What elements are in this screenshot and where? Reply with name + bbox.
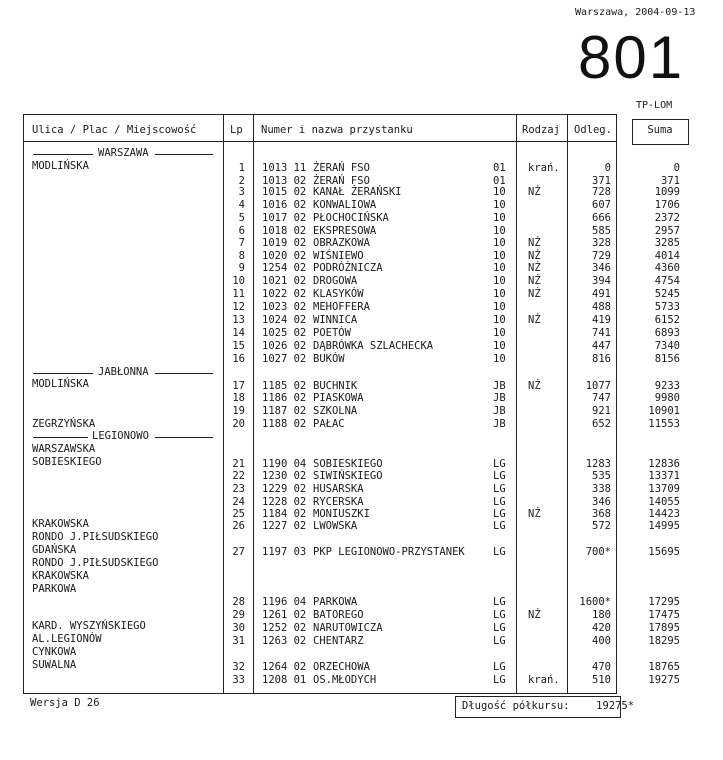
street-name: KARD. WYSZYŃSKIEGO — [32, 620, 146, 632]
stop-code: 1027 02 — [262, 353, 307, 365]
stop-index: 23 — [232, 483, 245, 495]
stop-code: 1230 02 — [262, 470, 307, 482]
route-length-label: Długość półkursu: — [462, 700, 570, 712]
stop-distance: 420 — [592, 622, 611, 634]
column-divider — [516, 115, 517, 693]
stop-name: BUKÓW — [313, 353, 345, 365]
stop-zone: 10 — [493, 327, 506, 339]
stop-cumulative: 9233 — [654, 380, 680, 392]
stop-index: 20 — [232, 418, 245, 430]
stop-name: PŁOCHOCIŃSKA — [313, 212, 389, 224]
stop-name: ORZECHOWA — [313, 661, 370, 673]
stop-zone: LG — [493, 458, 506, 470]
stop-index: 25 — [232, 508, 245, 520]
section-rule — [155, 154, 213, 155]
stop-index: 1 — [238, 162, 245, 174]
route-length-value: 19275* — [596, 700, 635, 712]
stop-code: 1015 02 — [262, 186, 307, 198]
stop-index: 3 — [238, 186, 245, 198]
street-name: KRAKOWSKA — [32, 518, 89, 530]
stop-zone: 01 — [493, 175, 506, 187]
stop-distance: 816 — [592, 353, 611, 365]
street-name: ZEGRZYŃSKA — [32, 418, 96, 430]
stop-zone: 10 — [493, 186, 506, 198]
stop-type: NŻ — [528, 508, 541, 520]
section-warszawa: WARSZAWA — [98, 147, 149, 159]
stop-zone: 10 — [493, 340, 506, 352]
stop-type: NŻ — [528, 380, 541, 392]
street-name: SUWALNA — [32, 659, 77, 671]
stop-name: KANAŁ ŻERAŃSKI — [313, 186, 402, 198]
stop-distance: 747 — [592, 392, 611, 404]
stop-distance: 1283 — [585, 458, 611, 470]
stop-name: ŻERAŃ FSO — [313, 162, 370, 174]
stop-zone: 10 — [493, 275, 506, 287]
stop-index: 18 — [232, 392, 245, 404]
stop-name: SOBIESKIEGO — [313, 458, 383, 470]
stop-code: 1184 02 — [262, 508, 307, 520]
stop-index: 14 — [232, 327, 245, 339]
stop-zone: LG — [493, 661, 506, 673]
stop-distance: 371 — [592, 175, 611, 187]
street-name: SOBIESKIEGO — [32, 456, 102, 468]
stop-cumulative: 19275 — [648, 674, 680, 686]
stop-column-header: Numer i nazwa przystanku — [261, 124, 413, 136]
street-name: AL.LEGIONÓW — [32, 633, 102, 645]
stop-zone: LG — [493, 483, 506, 495]
stop-code: 1185 02 — [262, 380, 307, 392]
stop-code: 1022 02 — [262, 288, 307, 300]
stop-cumulative: 4014 — [654, 250, 680, 262]
stop-code: 1017 02 — [262, 212, 307, 224]
stop-index: 7 — [238, 237, 245, 249]
stop-index: 24 — [232, 496, 245, 508]
stop-type: NŻ — [528, 250, 541, 262]
stop-cumulative: 18295 — [648, 635, 680, 647]
stop-cumulative: 13371 — [648, 470, 680, 482]
stop-zone: 10 — [493, 301, 506, 313]
stop-distance: 400 — [592, 635, 611, 647]
street-name: PARKOWA — [32, 583, 77, 595]
stop-code: 1188 02 — [262, 418, 307, 430]
stop-index: 33 — [232, 674, 245, 686]
section-rule — [155, 373, 213, 374]
stop-type: NŻ — [528, 237, 541, 249]
stop-distance: 607 — [592, 199, 611, 211]
stop-type: NŻ — [528, 262, 541, 274]
stop-cumulative: 17895 — [648, 622, 680, 634]
stop-cumulative: 4360 — [654, 262, 680, 274]
summary-header: Suma — [647, 124, 673, 136]
stop-index: 9 — [238, 262, 245, 274]
stop-name: BUCHNIK — [313, 380, 358, 392]
route-length — [462, 700, 634, 713]
stop-cumulative: 1706 — [654, 199, 680, 211]
stop-index: 16 — [232, 353, 245, 365]
stop-cumulative: 9980 — [654, 392, 680, 404]
stop-name: MONIUSZKI — [313, 508, 370, 520]
stop-cumulative: 14995 — [648, 520, 680, 532]
stop-cumulative: 15695 — [648, 546, 680, 558]
stop-name: EKSPRESOWA — [313, 225, 377, 237]
stop-distance: 419 — [592, 314, 611, 326]
stop-type: NŻ — [528, 609, 541, 621]
stop-name: SIWIŃSKIEGO — [313, 470, 383, 482]
stop-name: SZKOLNA — [313, 405, 358, 417]
stop-cumulative: 2957 — [654, 225, 680, 237]
stop-index: 10 — [232, 275, 245, 287]
stop-distance: 1077 — [585, 380, 611, 392]
stop-code: 1026 02 — [262, 340, 307, 352]
stop-cumulative: 1099 — [654, 186, 680, 198]
stop-distance: 338 — [592, 483, 611, 495]
stop-code: 1197 03 — [262, 546, 307, 558]
stop-cumulative: 14055 — [648, 496, 680, 508]
stop-zone: LG — [493, 470, 506, 482]
stop-code: 1227 02 — [262, 520, 307, 532]
stop-name: WIŚNIEWO — [313, 250, 364, 262]
stop-name: HUSARSKA — [313, 483, 364, 495]
street-name: GDAŃSKA — [32, 544, 77, 556]
stop-name: PARKOWA — [313, 596, 358, 608]
distance-column-header: Odleg. — [574, 124, 612, 136]
stop-name: WINNICA — [313, 314, 358, 326]
stop-cumulative: 13709 — [648, 483, 680, 495]
stop-index: 4 — [238, 199, 245, 211]
stop-name: CHENTARZ — [313, 635, 364, 647]
stop-index: 26 — [232, 520, 245, 532]
stop-name: DĄBRÓWKA SZLACHECKA — [313, 340, 434, 352]
stop-code: 1019 02 — [262, 237, 307, 249]
stop-cumulative: 0 — [673, 162, 680, 174]
stop-index: 15 — [232, 340, 245, 352]
stop-zone: LG — [493, 596, 506, 608]
stop-distance: 741 — [592, 327, 611, 339]
stop-code: 1024 02 — [262, 314, 307, 326]
stop-name: KONWALIOWA — [313, 199, 377, 211]
stop-cumulative: 3285 — [654, 237, 680, 249]
stop-zone: JB — [493, 405, 506, 417]
stop-cumulative: 6152 — [654, 314, 680, 326]
stop-distance: 652 — [592, 418, 611, 430]
stop-name: DROGOWA — [313, 275, 358, 287]
stop-distance: 488 — [592, 301, 611, 313]
stop-zone: 10 — [493, 212, 506, 224]
stop-code: 1196 04 — [262, 596, 307, 608]
stop-code: 1261 02 — [262, 609, 307, 621]
stop-code: 1190 04 — [262, 458, 307, 470]
stop-code: 1025 02 — [262, 327, 307, 339]
street-name: RONDO J.PIŁSUDSKIEGO — [32, 531, 159, 543]
stop-name: PODRÓŻNICZA — [313, 262, 383, 274]
stop-zone: 10 — [493, 237, 506, 249]
document-date: Warszawa, 2004-09-13 — [575, 7, 696, 18]
stop-code: 1016 02 — [262, 199, 307, 211]
stop-distance: 921 — [592, 405, 611, 417]
lp-column-header: Lp — [230, 124, 243, 136]
stop-code: 1263 02 — [262, 635, 307, 647]
stop-zone: 10 — [493, 225, 506, 237]
stop-type: NŻ — [528, 186, 541, 198]
stop-distance: 728 — [592, 186, 611, 198]
stop-name: PKP LEGIONOWO-PRZYSTANEK — [313, 546, 465, 558]
stop-name: POETÓW — [313, 327, 351, 339]
stop-code: 1228 02 — [262, 496, 307, 508]
stop-index: 8 — [238, 250, 245, 262]
stop-zone: LG — [493, 520, 506, 532]
stop-index: 11 — [232, 288, 245, 300]
stop-distance: 180 — [592, 609, 611, 621]
stop-name: OS.MŁODYCH — [313, 674, 377, 686]
stop-cumulative: 18765 — [648, 661, 680, 673]
stop-index: 2 — [238, 175, 245, 187]
stop-name: BATOREGO — [313, 609, 364, 621]
stop-code: 1254 02 — [262, 262, 307, 274]
stop-code: 1208 01 — [262, 674, 307, 686]
stop-name: KLASYKÓW — [313, 288, 364, 300]
stop-cumulative: 14423 — [648, 508, 680, 520]
stop-distance: 666 — [592, 212, 611, 224]
stop-index: 30 — [232, 622, 245, 634]
stop-zone: JB — [493, 380, 506, 392]
column-divider — [567, 115, 568, 693]
type-column-header: Rodzaj — [522, 124, 560, 136]
street-name: RONDO J.PIŁSUDSKIEGO — [32, 557, 159, 569]
stop-code: 1264 02 — [262, 661, 307, 673]
stop-distance: 510 — [592, 674, 611, 686]
section-rule — [33, 373, 93, 374]
stop-distance: 346 — [592, 262, 611, 274]
stop-cumulative: 5245 — [654, 288, 680, 300]
column-divider — [253, 115, 254, 693]
stop-name: RYCERSKA — [313, 496, 364, 508]
stop-zone: LG — [493, 635, 506, 647]
street-name: CYNKOWA — [32, 646, 77, 658]
stop-code: 1018 02 — [262, 225, 307, 237]
stop-distance: 346 — [592, 496, 611, 508]
stop-zone: LG — [493, 609, 506, 621]
stop-distance: 368 — [592, 508, 611, 520]
stop-cumulative: 4754 — [654, 275, 680, 287]
stop-cumulative: 2372 — [654, 212, 680, 224]
stop-cumulative: 371 — [661, 175, 680, 187]
stop-cumulative: 11553 — [648, 418, 680, 430]
stop-code: 1187 02 — [262, 405, 307, 417]
stop-zone: JB — [493, 418, 506, 430]
stop-type: krań. — [528, 674, 560, 686]
stop-index: 17 — [232, 380, 245, 392]
stop-cumulative: 12836 — [648, 458, 680, 470]
section-legionowo: LEGIONOWO — [92, 430, 149, 442]
stop-code: 1021 02 — [262, 275, 307, 287]
stop-cumulative: 7340 — [654, 340, 680, 352]
stop-code: 1186 02 — [262, 392, 307, 404]
stop-zone: 10 — [493, 262, 506, 274]
stop-cumulative: 17475 — [648, 609, 680, 621]
stop-distance: 470 — [592, 661, 611, 673]
stop-type: krań. — [528, 162, 560, 174]
stop-index: 19 — [232, 405, 245, 417]
stop-distance: 447 — [592, 340, 611, 352]
stop-distance: 1600* — [579, 596, 611, 608]
stop-zone: 10 — [493, 199, 506, 211]
street-name: MODLIŃSKA — [32, 160, 89, 172]
stop-index: 6 — [238, 225, 245, 237]
stop-distance: 491 — [592, 288, 611, 300]
stop-distance: 585 — [592, 225, 611, 237]
stop-index: 22 — [232, 470, 245, 482]
section-rule — [155, 437, 213, 438]
stop-zone: 01 — [493, 162, 506, 174]
header-divider — [23, 141, 617, 142]
stop-distance: 700* — [585, 546, 611, 558]
stop-index: 21 — [232, 458, 245, 470]
stop-index: 12 — [232, 301, 245, 313]
stop-name: PIASKOWA — [313, 392, 364, 404]
stop-zone: LG — [493, 546, 506, 558]
stop-index: 31 — [232, 635, 245, 647]
version-label: Wersja D 26 — [30, 697, 100, 709]
stop-index: 32 — [232, 661, 245, 673]
stop-cumulative: 8156 — [654, 353, 680, 365]
stop-cumulative: 17295 — [648, 596, 680, 608]
street-name: WARSZAWSKA — [32, 443, 96, 455]
section-rule — [33, 437, 88, 438]
stop-distance: 328 — [592, 237, 611, 249]
operator-code: TP-LOM — [636, 100, 673, 111]
stop-type: NŻ — [528, 288, 541, 300]
stop-zone: LG — [493, 622, 506, 634]
line-number: 801 — [578, 24, 685, 91]
stop-zone: LG — [493, 674, 506, 686]
stop-cumulative: 6893 — [654, 327, 680, 339]
stop-name: ŻERAŃ FSO — [313, 175, 370, 187]
stop-code: 1023 02 — [262, 301, 307, 313]
stop-zone: LG — [493, 508, 506, 520]
stop-zone: 10 — [493, 250, 506, 262]
stop-index: 27 — [232, 546, 245, 558]
stop-type: NŻ — [528, 314, 541, 326]
stop-name: PAŁAC — [313, 418, 345, 430]
stop-distance: 0 — [604, 162, 611, 174]
section-rule — [33, 154, 93, 155]
stop-code: 1252 02 — [262, 622, 307, 634]
stop-distance: 394 — [592, 275, 611, 287]
stop-distance: 535 — [592, 470, 611, 482]
stop-code: 1013 02 — [262, 175, 307, 187]
stop-name: LWOWSKA — [313, 520, 358, 532]
section-jablonna: JABŁONNA — [98, 366, 149, 378]
stop-index: 13 — [232, 314, 245, 326]
stop-zone: LG — [493, 496, 506, 508]
street-name: KRAKOWSKA — [32, 570, 89, 582]
stop-zone: 10 — [493, 353, 506, 365]
stop-code: 1229 02 — [262, 483, 307, 495]
stop-zone: 10 — [493, 314, 506, 326]
stop-code: 1013 11 — [262, 162, 307, 174]
stop-name: MEHOFFERA — [313, 301, 370, 313]
stop-name: NARUTOWICZA — [313, 622, 383, 634]
stop-index: 29 — [232, 609, 245, 621]
stop-zone: 10 — [493, 288, 506, 300]
stop-zone: JB — [493, 392, 506, 404]
stop-cumulative: 5733 — [654, 301, 680, 313]
stop-index: 5 — [238, 212, 245, 224]
stop-cumulative: 10901 — [648, 405, 680, 417]
stop-name: OBRAZKOWA — [313, 237, 370, 249]
stop-distance: 729 — [592, 250, 611, 262]
stop-distance: 572 — [592, 520, 611, 532]
street-name: MODLIŃSKA — [32, 378, 89, 390]
street-column-header: Ulica / Plac / Miejscowość — [32, 124, 197, 136]
stop-type: NŻ — [528, 275, 541, 287]
stop-index: 28 — [232, 596, 245, 608]
stop-code: 1020 02 — [262, 250, 307, 262]
